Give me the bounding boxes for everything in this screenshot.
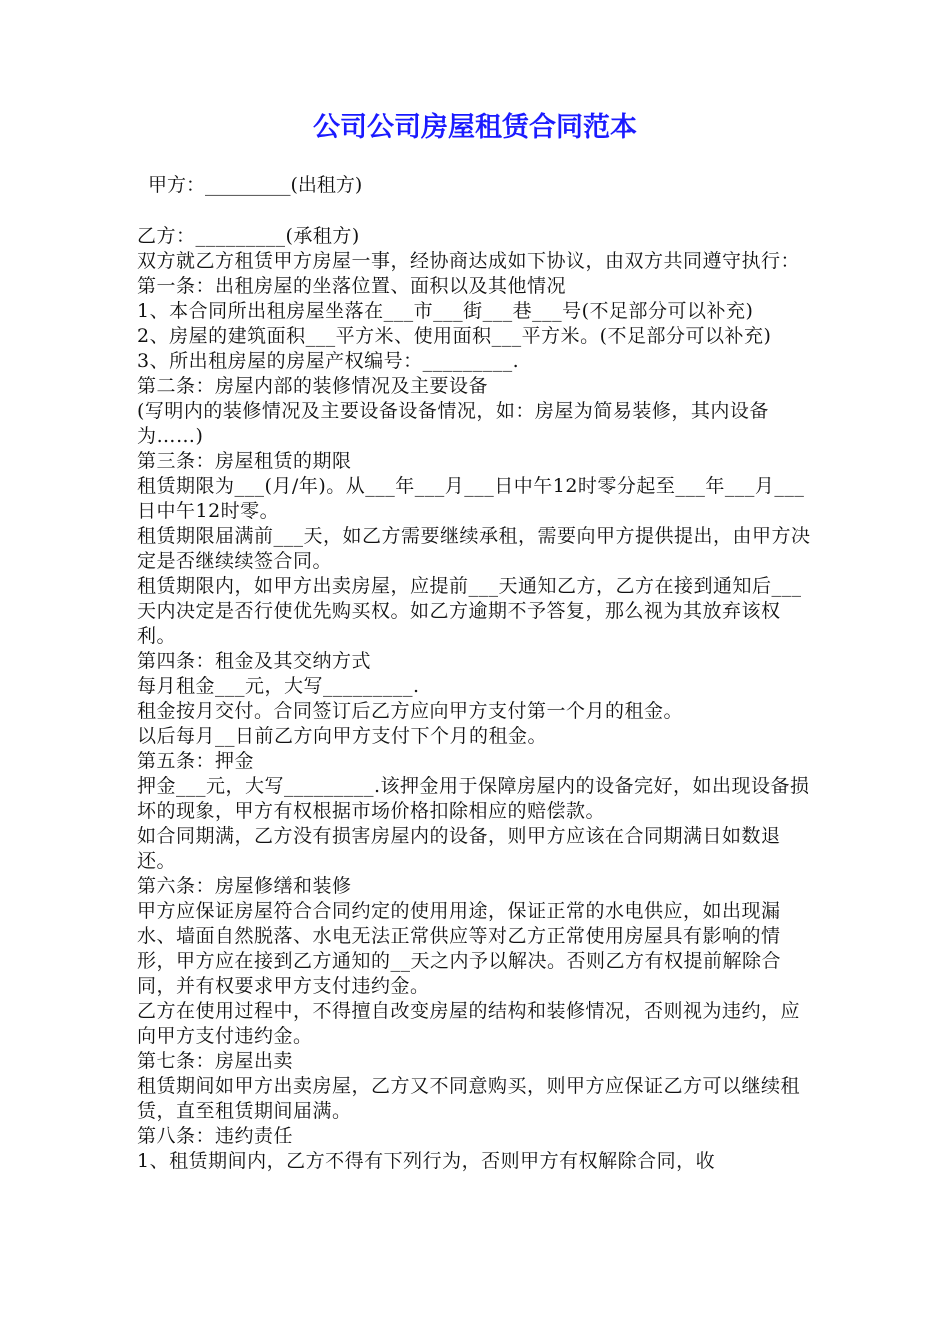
paragraph: 3、所出租房屋的房屋产权编号：_________.	[137, 350, 520, 372]
section-heading: 第二条：房屋内部的装修情况及主要设备	[137, 375, 489, 397]
document-title: 公司公司房屋租赁合同范本	[313, 112, 637, 143]
paragraph: 乙方：_________(承租方)	[137, 225, 360, 247]
paragraph: 1、租赁期间内，乙方不得有下列行为，否则甲方有权解除合同，收	[137, 1150, 716, 1172]
paragraph: 租赁期间如甲方出卖房屋，乙方又不同意购买，则甲方应保证乙方可以继续租赁，直至租赁期间届满。	[137, 1075, 801, 1122]
paragraph: 甲方应保证房屋符合合同约定的使用用途，保证正常的水电供应，如出现漏水、墙面自然脱落、水电无法正常供应等对乙方正常使用房屋具有影响的情形，甲方应在接到乙方通知的__天之内予以解决。否则乙方有权提前解除合同，并有权要求甲方支付违约金。	[137, 900, 782, 997]
paragraph: 1、本合同所出租房屋坐落在___市___街___巷___号(不足部分可以补充)	[137, 300, 754, 322]
paragraph: 2、房屋的建筑面积___平方米、使用面积___平方米。(不足部分可以补充)	[137, 325, 772, 347]
section-heading: 第四条：租金及其交纳方式	[137, 650, 372, 672]
party-a-line: 甲方：_________(出租方)	[148, 174, 363, 196]
section-heading: 第八条：违约责任	[137, 1125, 294, 1147]
section-heading: 第五条：押金	[137, 750, 255, 772]
section-heading: 第三条：房屋租赁的期限	[137, 450, 352, 472]
paragraph: (写明内的装修情况及主要设备设备情况，如：房屋为简易装修，其内设备为……)	[137, 400, 769, 447]
section-heading: 第六条：房屋修缮和装修	[137, 875, 352, 897]
section-heading: 第一条：出租房屋的坐落位置、面积以及其他情况	[137, 275, 567, 297]
paragraph: 押金___元，大写_________.该押金用于保障房屋内的设备完好，如出现设备损坏的现象，甲方有权根据市场价格扣除相应的赔偿款。	[137, 775, 810, 822]
paragraph: 以后每月__日前乙方向甲方支付下个月的租金。	[137, 725, 548, 747]
paragraph: 乙方在使用过程中，不得擅自改变房屋的结构和装修情况，否则视为违约，应向甲方支付违约金。	[137, 1000, 801, 1047]
paragraph: 租赁期限届满前___天，如乙方需要继续承租，需要向甲方提供提出，由甲方决定是否继续续签合同。	[137, 525, 811, 572]
paragraph: 双方就乙方租赁甲方房屋一事，经协商达成如下协议，由双方共同遵守执行：	[137, 250, 801, 272]
section-heading: 第七条：房屋出卖	[137, 1050, 294, 1072]
paragraph: 租赁期限内，如甲方出卖房屋，应提前___天通知乙方，乙方在接到通知后___天内决定是否行使优先购买权。如乙方逾期不予答复，那么视为其放弃该权利。	[137, 575, 802, 647]
paragraph: 租赁期限为___(月/年)。从___年___月___日中午12时零分起至___年___月___日中午12时零。	[137, 475, 805, 522]
contract-body	[137, 224, 817, 1174]
paragraph: 租金按月交付。合同签订后乙方应向甲方支付第一个月的租金。	[137, 700, 684, 722]
paragraph: 每月租金___元，大写_________.	[137, 675, 420, 697]
paragraph: 如合同期满，乙方没有损害房屋内的设备，则甲方应该在合同期满日如数退还。	[137, 825, 781, 872]
